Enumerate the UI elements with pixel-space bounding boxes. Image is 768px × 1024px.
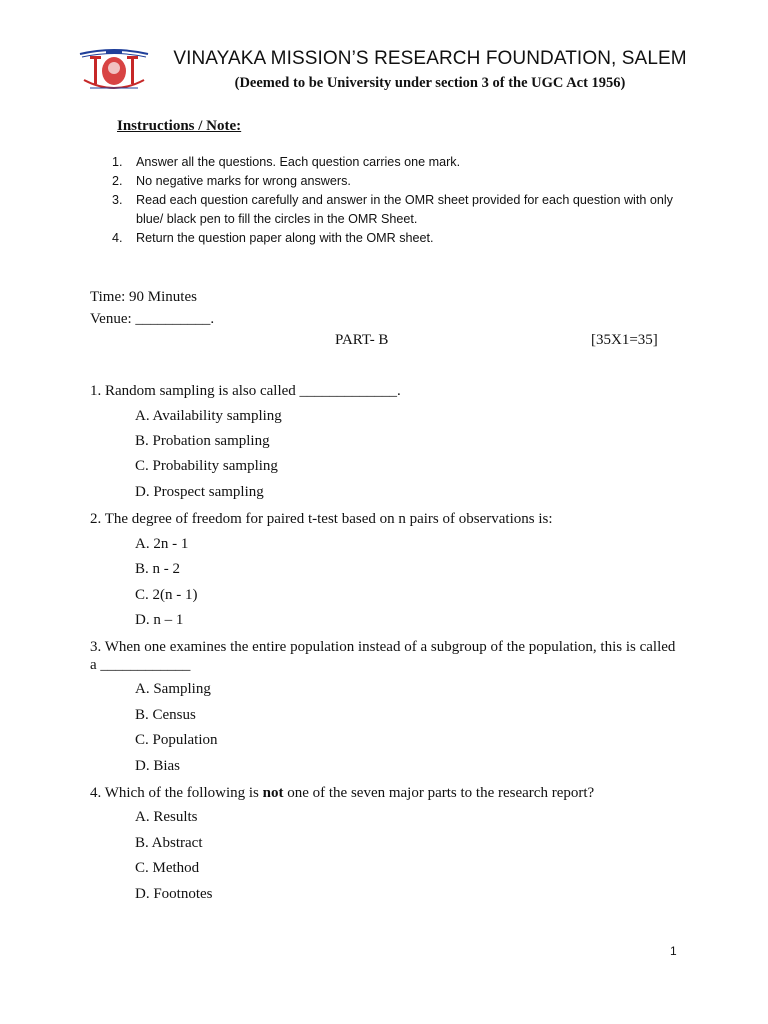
question-3-option-b: B. Census <box>135 707 196 723</box>
question-1-option-b: B. Probation sampling <box>135 433 270 449</box>
instruction-item <box>112 229 692 248</box>
question-3-option-d: D. Bias <box>135 758 180 774</box>
question-4-option-d: D. Footnotes <box>135 886 213 902</box>
question-3-option-a: A. Sampling <box>135 681 211 697</box>
exam-venue: Venue: __________. <box>90 311 215 327</box>
question-4-option-c: C. Method <box>135 860 200 876</box>
question-2-option-b: B. n - 2 <box>135 561 180 577</box>
question-2-option-c: C. 2(n - 1) <box>135 587 198 603</box>
question-3-option-c: C. Population <box>135 732 218 748</box>
question-4-option-a: A. Results <box>135 809 198 825</box>
question-1-option-a: A. Availability sampling <box>135 408 282 424</box>
question-4-text <box>90 784 680 802</box>
instruction-number: 2. <box>112 174 123 188</box>
university-logo <box>76 44 152 94</box>
instruction-text: No negative marks for wrong answers. <box>136 174 351 188</box>
question-2-option-d: D. n – 1 <box>135 612 184 628</box>
question-1-option-c: C. Probability sampling <box>135 458 278 474</box>
instruction-text: Return the question paper along with the OMR sheet. <box>136 231 434 245</box>
instruction-number: 1. <box>112 155 123 169</box>
exam-time: Time: 90 Minutes <box>90 289 197 305</box>
question-1-option-d: D. Prospect sampling <box>135 484 264 500</box>
instruction-item <box>112 191 692 229</box>
instruction-item <box>112 172 692 191</box>
question-1-text: 1. Random sampling is also called _____________. <box>90 383 401 399</box>
instruction-number: 3. <box>112 193 123 207</box>
question-4-option-b: B. Abstract <box>135 835 203 851</box>
marks-label: [35X1=35] <box>591 332 658 348</box>
instruction-text: Answer all the questions. Each question carries one mark. <box>136 155 461 169</box>
instructions-list <box>112 153 692 248</box>
question-4-emphasis: not <box>262 785 284 801</box>
instructions-heading: Instructions / Note: <box>117 118 242 134</box>
question-2-text: 2. The degree of freedom for paired t-test based on n pairs of observations is: <box>90 511 553 527</box>
university-subtitle: (Deemed to be University under section 3 of the UGC Act 1956) <box>234 75 626 91</box>
question-4-text-end: one of the seven major parts to the research report? <box>283 785 595 801</box>
university-title: VINAYAKA MISSION’S RESEARCH FOUNDATION, SALEM <box>173 48 687 69</box>
instruction-item <box>112 153 692 172</box>
question-3-text: 3. When one examines the entire population instead of a subgroup of the population, this is called a ____________ <box>90 639 676 673</box>
question-4-text-start: 4. Which of the following is <box>90 785 263 801</box>
question-2-option-a: A. 2n - 1 <box>135 536 189 552</box>
page-number: 1 <box>670 944 677 958</box>
instruction-text: Read each question carefully and answer in the OMR sheet provided for each question with only blue/ black pen to fill the circles in the OMR Sheet. <box>136 193 673 226</box>
instruction-number: 4. <box>112 231 123 245</box>
part-label: PART- B <box>335 332 389 348</box>
